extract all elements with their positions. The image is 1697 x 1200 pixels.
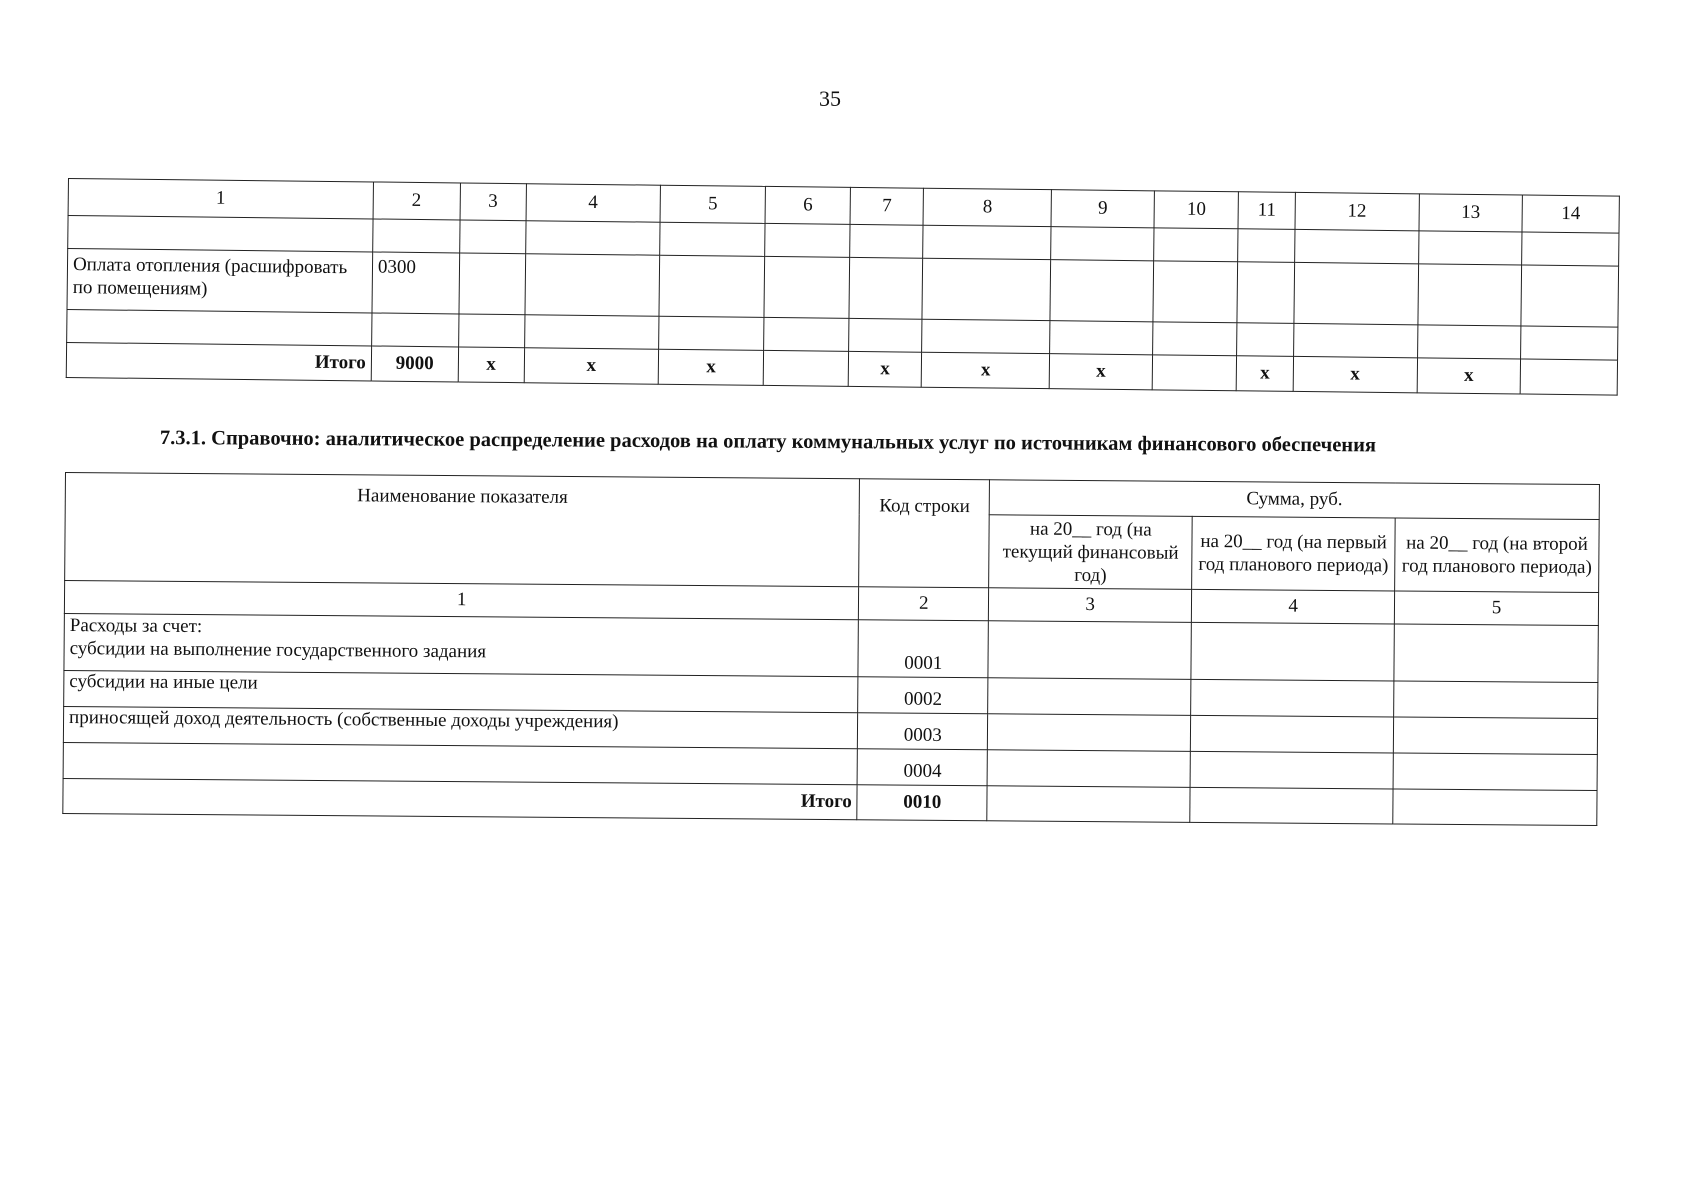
empty-cell (1418, 231, 1522, 265)
empty-cell (1293, 323, 1417, 357)
col-header-9: 9 (1051, 190, 1154, 228)
empty-cell (1294, 229, 1418, 263)
total-cell: х (1293, 356, 1417, 392)
funding-sources-table (62, 472, 1600, 826)
empty-cell (1394, 624, 1598, 683)
empty-cell (764, 256, 849, 318)
empty-cell (987, 750, 1190, 788)
row-label: приносящей доход деятельность (собственные доходы учреждения) (63, 706, 858, 748)
empty-cell (1050, 321, 1153, 355)
empty-cell (1154, 228, 1239, 262)
col-header-6: 6 (765, 186, 850, 224)
row-label (64, 613, 859, 676)
col-header-14: 14 (1522, 195, 1619, 233)
empty-cell (1522, 232, 1619, 266)
col-header-4: 4 (526, 184, 660, 223)
row-code: 0003 (858, 713, 988, 750)
empty-cell (987, 786, 1190, 823)
year-header-second-plan: на 20__ год (на второй год планового периода) (1395, 518, 1599, 593)
empty-cell (1153, 261, 1238, 323)
empty-cell (1521, 265, 1618, 327)
total-cell: х (848, 351, 922, 387)
empty-cell (459, 220, 526, 254)
year-header-current: на 20__ год (на текущий финансовый год) (989, 515, 1192, 590)
empty-cell (922, 319, 1050, 353)
empty-cell (67, 309, 372, 345)
col-header-11: 11 (1238, 192, 1295, 230)
total-cell (764, 350, 849, 386)
total-code: 0010 (857, 785, 987, 821)
empty-cell (68, 216, 373, 252)
row-label-line: субсидии на выполнение государственного задания (69, 638, 487, 663)
empty-cell (849, 257, 923, 319)
total-label: Итого (66, 342, 371, 380)
empty-cell (458, 314, 525, 348)
utilities-expenses-table (66, 178, 1620, 396)
empty-cell (1294, 262, 1418, 324)
total-cell: х (524, 348, 658, 385)
empty-cell (764, 317, 849, 351)
col-header-10: 10 (1154, 191, 1239, 229)
empty-cell (988, 621, 1191, 680)
empty-cell (988, 678, 1191, 716)
empty-cell (1191, 679, 1394, 717)
empty-cell (526, 221, 660, 256)
row-code: 0001 (858, 620, 988, 678)
col-header-1: 1 (68, 179, 373, 219)
empty-cell (1393, 789, 1597, 826)
empty-cell (922, 258, 1050, 320)
total-code: 9000 (371, 346, 458, 382)
empty-cell (850, 224, 924, 258)
empty-cell (1237, 323, 1294, 357)
col-header-13: 13 (1419, 194, 1523, 232)
empty-cell (1417, 325, 1521, 359)
total-cell: х (658, 349, 764, 385)
col-number: 1 (64, 581, 859, 620)
empty-cell (1418, 264, 1522, 326)
empty-cell (1191, 715, 1394, 753)
empty-cell (1191, 622, 1394, 681)
col-number: 5 (1394, 591, 1598, 626)
col-header-5: 5 (660, 185, 766, 223)
empty-cell (525, 254, 660, 317)
total-label: Итого (63, 778, 858, 819)
row-code: 0004 (857, 749, 987, 786)
empty-cell (372, 313, 459, 347)
col-number: 2 (859, 587, 989, 621)
empty-cell (659, 222, 765, 256)
total-cell: х (922, 352, 1050, 388)
table2-header-row (65, 473, 1599, 520)
col-header-3: 3 (460, 183, 527, 221)
col-header-12: 12 (1295, 192, 1419, 230)
col-header-7: 7 (850, 187, 924, 225)
empty-cell (373, 219, 460, 253)
empty-cell (1237, 262, 1294, 324)
empty-cell (1152, 322, 1237, 356)
total-cell: х (1417, 358, 1521, 394)
sum-column-header: Сумма, руб. (989, 480, 1599, 520)
total-cell: х (1237, 356, 1294, 392)
total-cell (1520, 359, 1617, 395)
col-header-8: 8 (923, 188, 1051, 226)
col-number: 3 (989, 588, 1192, 623)
empty-cell (849, 318, 923, 352)
empty-cell (923, 225, 1051, 259)
empty-cell (1190, 751, 1393, 789)
row-code: 0002 (858, 677, 988, 714)
total-cell (1152, 355, 1237, 391)
row-label: субсидии на иные цели (64, 670, 859, 712)
empty-cell (1050, 260, 1153, 322)
empty-cell (1051, 227, 1154, 261)
section-title: 7.3.1. Справочно: аналитическое распределение расходов на оплату коммунальных услуг по источникам финансового обеспечения (159, 427, 1377, 457)
row-label (63, 742, 858, 784)
empty-cell (1394, 681, 1598, 719)
col-number: 4 (1192, 589, 1395, 624)
code-column-header: Код строки (859, 479, 990, 588)
year-header-first-plan: на 20__ год (на первый год планового периода) (1192, 516, 1395, 591)
row-label-line: Расходы за счет: (69, 615, 203, 638)
empty-cell (1238, 229, 1295, 263)
heating-label: Оплата отопления (расшифровать по помещениям) (67, 249, 373, 313)
heating-code: 0300 (372, 252, 459, 314)
empty-cell (458, 253, 525, 315)
page-number: 35 (819, 86, 841, 111)
name-column-header: Наименование показателя (65, 473, 860, 587)
empty-cell (659, 255, 765, 317)
total-cell: х (1049, 354, 1152, 390)
empty-cell (658, 316, 764, 350)
total-cell: х (458, 347, 525, 383)
col-header-2: 2 (373, 182, 460, 220)
empty-cell (1521, 326, 1618, 360)
empty-cell (525, 315, 659, 350)
empty-cell (1190, 787, 1393, 824)
empty-cell (1393, 753, 1597, 791)
empty-cell (1393, 717, 1597, 755)
empty-cell (988, 714, 1191, 752)
empty-cell (765, 223, 850, 257)
